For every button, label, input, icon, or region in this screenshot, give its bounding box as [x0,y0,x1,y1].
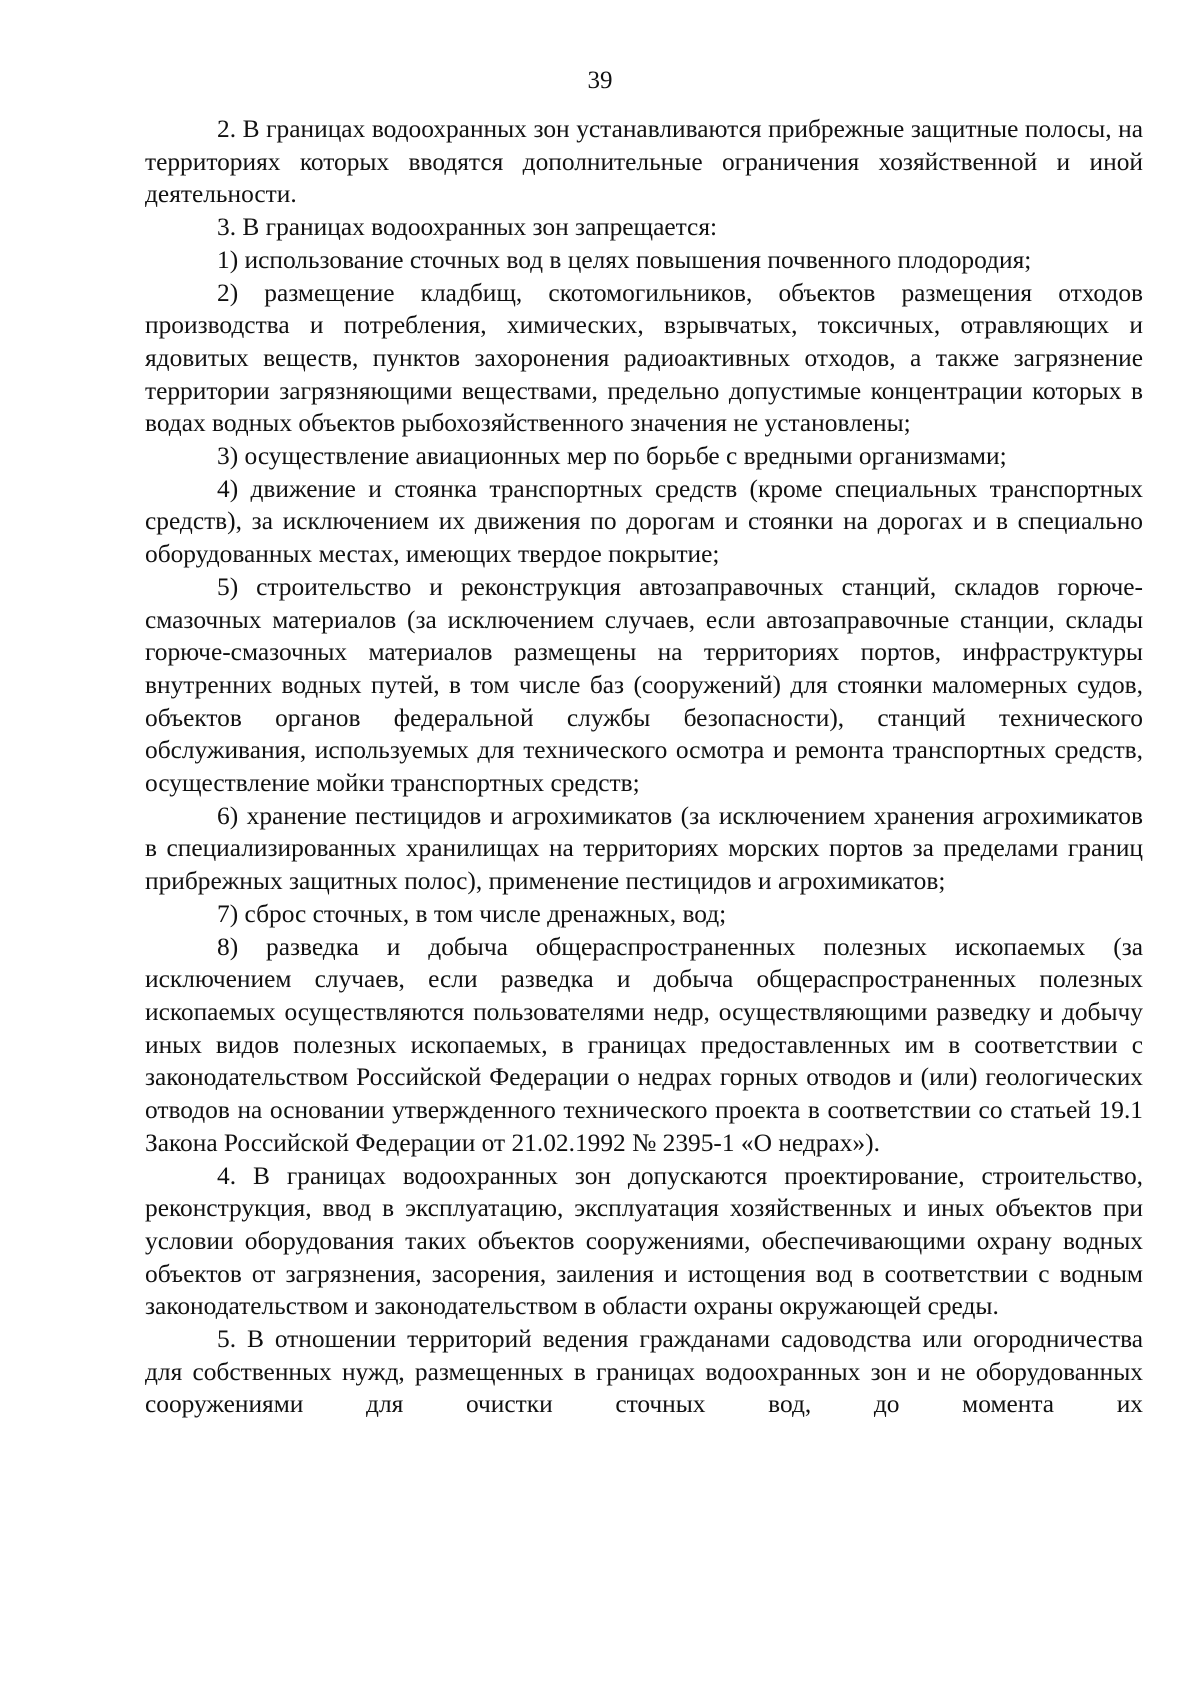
paragraph-2-coastal-strips: 2. В границах водоохранных зон устанавливаются прибрежные защитные полосы, на территориях которых вводятся дополнительные ограничения хозяйственной и иной деятельности. [145,115,1143,209]
list-item-6-pesticides: 6) хранение пестицидов и агрохимикатов (за исключением хранения агрохимикатов в специализированных хранилищах на территориях морских портов за пределами границ прибрежных защитных полос), применение пестицидов и агрохимикатов; [145,801,1143,896]
paragraph-3-prohibitions-heading: 3. В границах водоохранных зон запрещается: [217,213,718,242]
list-item-1-wastewater-use: 1) использование сточных вод в целях повышения почвенного плодородия; [217,245,1032,274]
list-item-4-vehicle-traffic: 4) движение и стоянка транспортных средств (кроме специальных транспортных средств), за исключением их движения по дорогам и стоянки на дорогах и в специально оборудованных местах, имеющих твердое покрытие; [145,474,1143,569]
list-item-5-gas-stations: 5) строительство и реконструкция автозаправочных станций, складов горюче-смазочных материалов (за исключением случаев, если автозаправочные станции, склады горюче-смазочных материалов размещены на территориях портов, инфраструктуры внутренних водных путей, в том числе баз (сооружений) для стоянки маломерных судов, объектов органов федеральной службы безопасности), станций технического обслуживания, используемых для технического осмотра и ремонта транспортных средств, осуществление мойки транспортных средств; [145,572,1143,798]
document-body [145,113,1143,1421]
list-item-7-wastewater-discharge: 7) сброс сточных, в том числе дренажных, вод; [217,899,727,928]
list-item-8-mineral-extraction: 8) разведка и добыча общераспространенных полезных ископаемых (за исключением случаев, если разведка и добыча общераспространенных полезных ископаемых осуществляются пользователями недр, осуществляющими разведку и добычу иных видов полезных ископаемых, в границах предоставленных им в соответствии с законодательством Российской Федерации о недрах горных отводов и (или) геологических отводов на основании утвержденного технического проекта в соответствии со статьей 19.1 Закона Российской Федерации от 21.02.1992 № 2395-1 «О недрах»). [145,932,1143,1157]
paragraph-5-gardening-territories: 5. В отношении территорий ведения гражданами садоводства или огородничества для собственных нужд, размещенных в границах водоохранных зон и не оборудованных сооружениями для очистки сточных вод, до момента их [145,1325,1143,1419]
list-item-3-aviation-measures: 3) осуществление авиационных мер по борьбе с вредными организмами; [217,442,1007,471]
page-number: 39 [587,67,613,94]
list-item-2-cemeteries-waste: 2) размещение кладбищ, скотомогильников, объектов размещения отходов производства и потребления, химических, взрывчатых, токсичных, отравляющих и ядовитых веществ, пунктов захоронения радиоактивных отходов, а также загрязнение территории загрязняющими веществами, предельно допустимые концентрации которых в водах водных объектов рыбохозяйственного значения не установлены; [145,278,1143,438]
paragraph-4-permitted-construction: 4. В границах водоохранных зон допускаются проектирование, строительство, реконструкция, ввод в эксплуатацию, эксплуатация хозяйственных и иных объектов при условии оборудования таких объектов сооружениями, обеспечивающими охрану водных объектов от загрязнения, засорения, заиления и истощения вод в соответствии с водным законодательством и законодательством в области охраны окружающей среды. [145,1161,1143,1321]
